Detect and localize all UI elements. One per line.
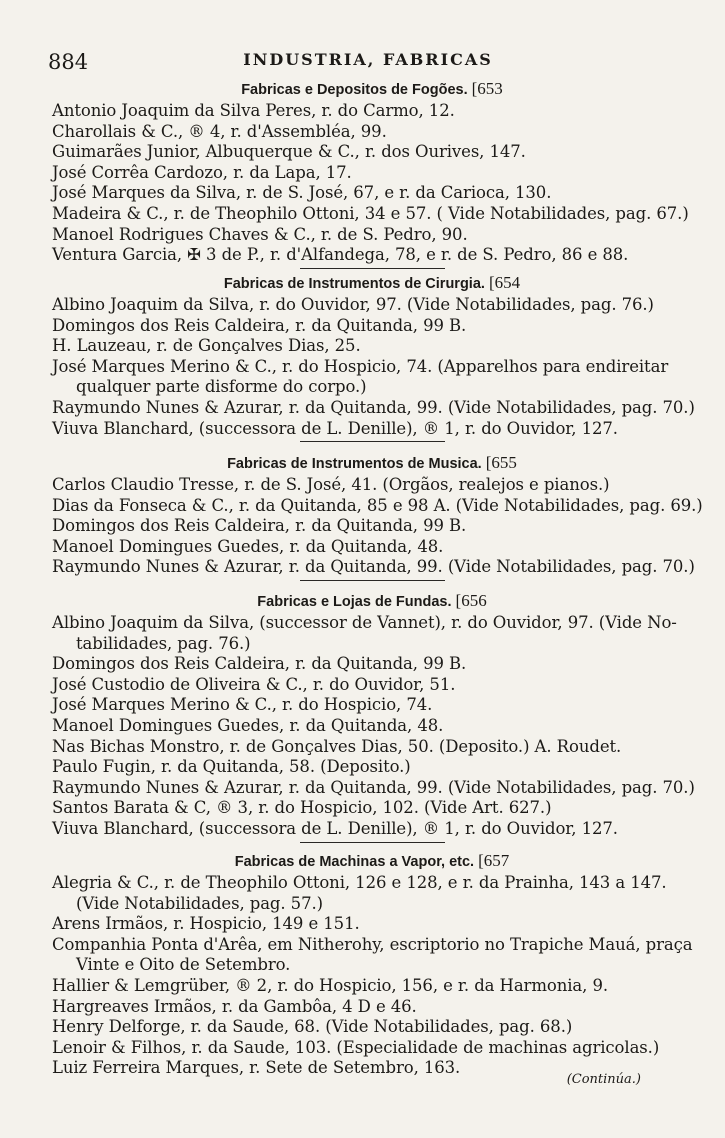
entry: Arens Irmãos, r. Hospicio, 149 e 151. [52,914,360,934]
entry: Domingos dos Reis Caldeira, r. da Quitanda, 99 B. [52,654,467,674]
entry: Luiz Ferreira Marques, r. Sete de Setembro, 163. [52,1058,461,1078]
entry: José Marques da Silva, r. de S. José, 67, e r. da Carioca, 130. [52,183,552,203]
entry: Viuva Blanchard, (successora de L. Denille), ® 1, r. do Ouvidor, 127. [52,418,618,438]
entry-continuation: qualquer parte disforme do corpo.) [76,377,367,397]
entry: Albino Joaquim da Silva, r. do Ouvidor, 97. (Vide Notabilidades, pag. 76.) [52,295,654,314]
section-title-text: Fabricas e Lojas de Fundas. [257,594,452,610]
entry: Manoel Domingues Guedes, r. da Quitanda, 48. [52,536,444,556]
section-title [52,272,692,295]
entry: Lenoir & Filhos, r. da Saude, 103. (Especialidade de machinas agricolas.) [52,1037,660,1057]
section-divider [300,268,445,269]
section-machinas [52,850,692,1079]
continua-note: (Continúa.) [566,1072,641,1087]
entry: Alegria & C., r. de Theophilo Ottoni, 126 e 128, e r. da Prainha, 143 a 147. [52,873,667,892]
entry: Companhia Ponta d'Arêa, em Nitherohy, escriptorio no Trapiche Mauá, praça [52,934,693,954]
section-fogoes [52,78,692,275]
entry: Guimarães Junior, Albuquerque & C., r. dos Ourives, 147. [52,142,526,162]
entry: Viuva Blanchard, (successora de L. Denille), ® 1, r. do Ouvidor, 127. [52,818,618,838]
section-title-text: Fabricas de Instrumentos de Musica. [227,456,482,472]
section-title [52,590,692,613]
entry: Manoel Domingues Guedes, r. da Quitanda, 48. [52,715,444,735]
section-title [52,452,692,475]
entry: Madeira & C., r. de Theophilo Ottoni, 34 e 57. ( Vide Notabilidades, pag. 67.) [52,203,689,223]
section-number: [655 [485,453,517,472]
entry-continuation: (Vide Notabilidades, pag. 57.) [76,893,323,913]
entry: Hargreaves Irmãos, r. da Gambôa, 4 D e 46. [52,996,417,1016]
entry: Charollais & C., ® 4, r. d'Assembléa, 99. [52,121,387,141]
section-number: [654 [488,273,521,292]
entry: José Marques Merino & C., r. do Hospicio, 74. [52,695,433,715]
entry: Raymundo Nunes & Azurar, r. da Quitanda, 99. (Vide Notabilidades, pag. 70.) [52,557,695,577]
section-title [52,78,692,101]
entry: Albino Joaquim da Silva, (successor de Vannet), r. do Ouvidor, 97. (Vide No- [52,613,677,632]
entry: Domingos dos Reis Caldeira, r. da Quitanda, 99 B. [52,516,467,536]
page-number: 884 [48,50,89,74]
section-divider [300,580,445,581]
section-number: [656 [455,591,487,610]
entry: Carlos Claudio Tresse, r. de S. José, 41. (Orgãos, realejos e pianos.) [52,475,610,494]
section-musica [52,452,703,587]
section-title-text: Fabricas de Instrumentos de Cirurgia. [223,276,485,292]
entry: Henry Delforge, r. da Saude, 68. (Vide Notabilidades, pag. 68.) [52,1017,573,1037]
section-number: [657 [478,851,510,870]
entry: José Custodio de Oliveira & C., r. do Ouvidor, 51. [52,674,456,694]
entry: José Corrêa Cardozo, r. da Lapa, 17. [52,162,352,182]
entry-continuation: Vinte e Oito de Setembro. [76,955,291,975]
entry: Nas Bichas Monstro, r. de Gonçalves Dias, 50. (Deposito.) A. Roudet. [52,736,622,756]
section-divider [300,441,445,442]
entry: Manoel Rodrigues Chaves & C., r. de S. Pedro, 90. [52,224,468,244]
section-title [52,850,692,873]
entry: Domingos dos Reis Caldeira, r. da Quitanda, 99 B. [52,315,467,335]
section-divider [300,842,445,843]
section-fundas [52,590,695,849]
entry: Raymundo Nunes & Azurar, r. da Quitanda, 99. (Vide Notabilidades, pag. 70.) [52,397,695,417]
section-title-text: Fabricas de Machinas a Vapor, etc. [234,854,475,870]
entry: Paulo Fugin, r. da Quitanda, 58. (Deposito.) [52,757,411,777]
entry: José Marques Merino & C., r. do Hospicio, 74. (Apparelhos para endireitar [52,356,669,376]
entry: Santos Barata & C, ® 3, r. do Hospicio, 102. (Vide Art. 627.) [52,798,552,818]
entry: Hallier & Lemgrüber, ® 2, r. do Hospicio, 156, e r. da Harmonia, 9. [52,975,609,995]
running-head: INDUSTRIA, FABRICAS [243,50,493,69]
entry: Ventura Garcia, ✠ 3 de P., r. d'Alfandega, 78, e r. de S. Pedro, 86 e 88. [52,245,629,265]
entry: Raymundo Nunes & Azurar, r. da Quitanda, 99. (Vide Notabilidades, pag. 70.) [52,777,695,797]
section-cirurgia [52,272,695,448]
section-number: [653 [471,79,503,98]
entry: H. Lauzeau, r. de Gonçalves Dias, 25. [52,336,361,356]
section-title-text: Fabricas e Depositos de Fogões. [241,82,468,98]
entry: Antonio Joaquim da Silva Peres, r. do Carmo, 12. [52,101,455,120]
entry: Dias da Fonseca & C., r. da Quitanda, 85 e 98 A. (Vide Notabilidades, pag. 69.) [52,495,703,515]
entry-continuation: tabilidades, pag. 76.) [76,633,251,653]
